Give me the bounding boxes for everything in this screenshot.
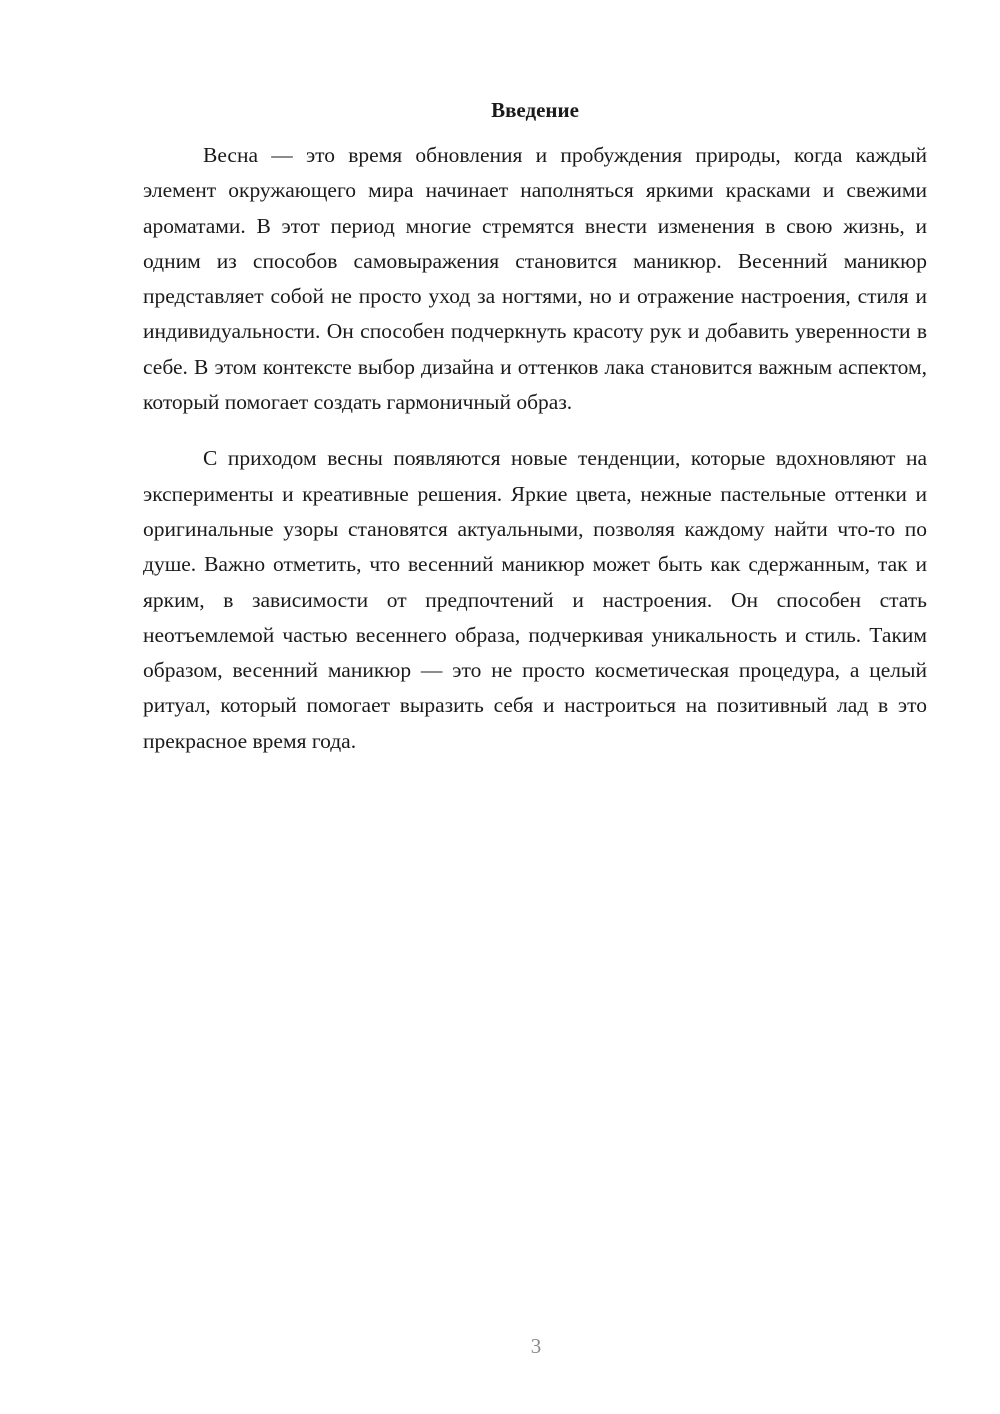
paragraph-2: С приходом весны появляются новые тенденции, которые вдохновляют на эксперименты и креативные решения. Яркие цвета, нежные пастельные оттенки и оригинальные узоры становятся актуальными, позволяя каждому найти что-то по душе. Важно отметить, что весенний маникюр может быть как сдержанным, так и ярким, в зависимости от предпочтений и настроения. Он способен стать неотъемлемой частью весеннего образа, подчеркивая уникальность и стиль. Таким образом, весенний маникюр — это не просто косметическая процедура, а целый ритуал, который помогает выразить себя и настроиться на позитивный лад в это прекрасное время года.: [143, 446, 927, 753]
paragraph-1: Весна — это время обновления и пробуждения природы, когда каждый элемент окружающего мира начинает наполняться яркими красками и свежими ароматами. В этот период многие стремятся внести изменения в свою жизнь, и одним из способов самовыражения становится маникюр. Весенний маникюр представляет собой не просто уход за ногтями, но и отражение настроения, стиля и индивидуальности. Он способен подчеркнуть красоту рук и добавить уверенности в себе. В этом контексте выбор дизайна и оттенков лака становится важным аспектом, который помогает создать гармоничный образ.: [143, 143, 927, 415]
page-content: [143, 96, 927, 759]
page-number: 3: [530, 1334, 542, 1358]
section-heading: Введение: [491, 98, 579, 122]
